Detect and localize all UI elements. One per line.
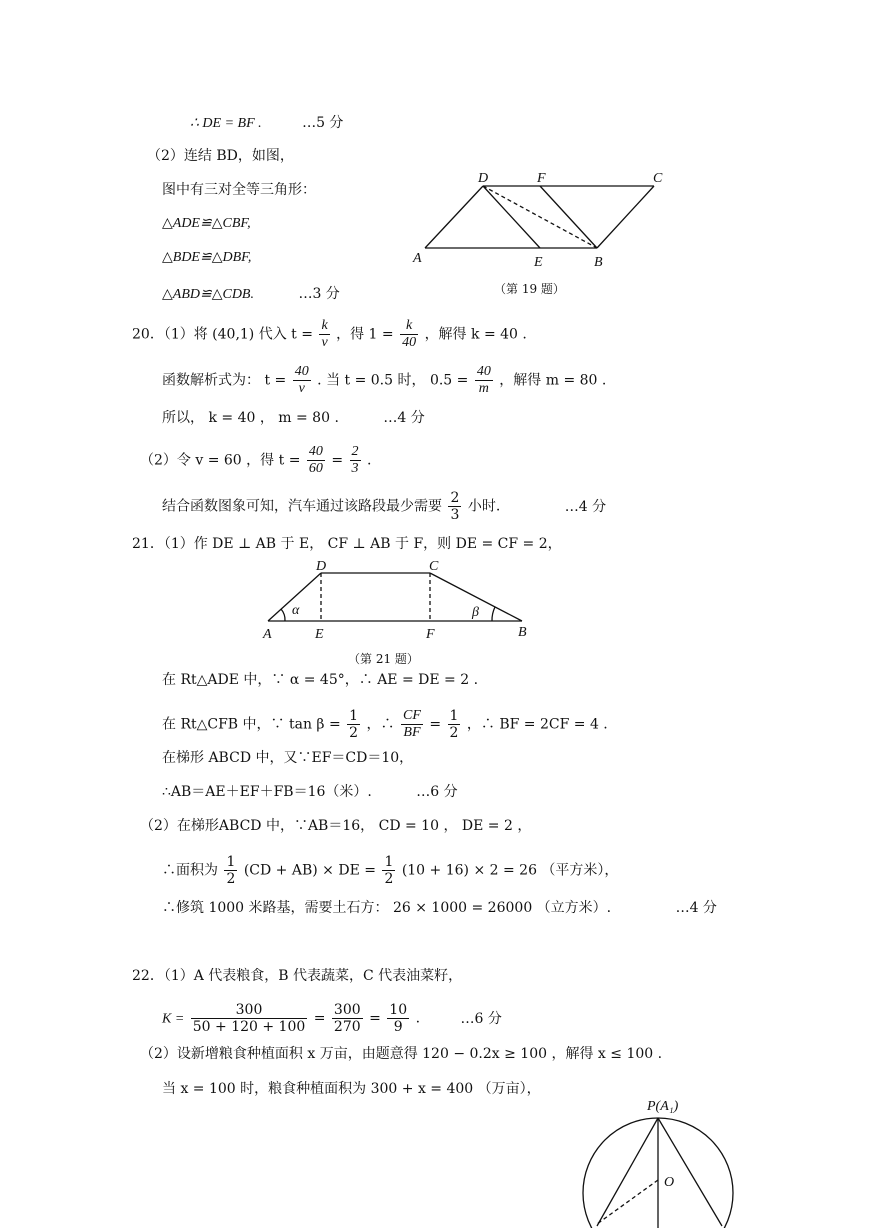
q19-figure-caption: （第 19 题）: [494, 282, 565, 296]
q21-line1: 21．（1）作 DE ⊥ AB 于 E， CF ⊥ AB 于 F，则 DE = CF = 2，: [132, 536, 562, 552]
q19-label-a: A: [413, 251, 422, 266]
q22-line4: 当 x = 100 时，粮食种植面积为 300 + x = 400 （万亩），: [162, 1081, 541, 1097]
q20-line4: （2）令 v = 60 ，得 t = $\frac{40}{60}$ = $\frac{2}{3}$ .: [140, 444, 372, 476]
q20-line3: 所以， k = 40 ， m = 80 . …4 分: [162, 410, 425, 426]
q19-part2: （2）连结 BD，如图，: [147, 148, 294, 164]
q19-pair3-score: …3 分: [298, 286, 340, 302]
q22-line2-score: …6 分: [460, 1010, 502, 1027]
q22-label-o: O: [664, 1175, 675, 1190]
q21-line4: 在梯形 ABCD 中，又∵EF＝CD＝10，: [162, 750, 414, 766]
q22-segment-dashed: [597, 1180, 658, 1224]
q21-line8: ∴修筑 1000 米路基，需要土石方： 26 × 1000 = 26000 （立方米）. …4 分: [162, 900, 717, 916]
q19-label-e: E: [534, 255, 543, 270]
q20-line3-score: …4 分: [383, 410, 425, 426]
q20-line1: 20．（1）将 (40,1) 代入 t = $\frac{k}{v}$ ，得 1 = $\frac{k}{40}$ ，解得 k = 40 .: [132, 318, 527, 350]
q19-pairs-intro: 图中有三对全等三角形：: [162, 182, 316, 198]
q19-pair1: △ADE≌△CBF,: [162, 216, 251, 231]
q21-label-beta: β: [472, 605, 479, 620]
q19-pair3: △ABD≌△CDB. …3 分: [162, 286, 340, 302]
q21-label-d: D: [316, 559, 327, 574]
q21-label-b: B: [518, 625, 527, 640]
q20-line5: 结合函数图象可知，汽车通过该路段最少需要 $\frac{2}{3}$ 小时. …4 分: [162, 490, 607, 523]
q21-figure-caption: （第 21 题）: [348, 652, 419, 666]
q21-line5-score: …6 分: [416, 784, 458, 800]
q22-segment-left: [597, 1118, 658, 1226]
q21-label-alpha: α: [292, 603, 300, 618]
q19-pair2: △BDE≌△DBF,: [162, 250, 252, 265]
q22-line3: （2）设新增粮食种植面积 x 万亩，由题意得 120 − 0.2x ≥ 100 ，解得 x ≤ 100 .: [140, 1046, 663, 1062]
q21-line3: 在 Rt△CFB 中，∵ tan β = $\frac{1}{2}$ ，∴ $\frac{CF}{BF}$ = $\frac{1}{2}$ ，∴ BF = 2CF = 4 .: [162, 708, 608, 741]
q21-label-e: E: [315, 627, 324, 642]
q21-line5: ∴AB＝AE＋EF＋FB＝16（米）. …6 分: [162, 784, 458, 800]
q22-line2: K = $\frac{300}{50 + 120 + 100}$ = $\frac{300}{270}$ = $\frac{10}{9}$ . …6 分: [162, 1002, 502, 1035]
q21-label-a: A: [263, 627, 272, 642]
q22-label-p: P(A₁): [647, 1099, 679, 1114]
q22-segment-right: [658, 1118, 722, 1226]
q22-line1: 22．（1）A 代表粮食，B 代表蔬菜，C 代表油菜籽，: [132, 968, 463, 984]
q19-conclusion: ∴ DE = BF . …5 分: [190, 115, 344, 131]
q20-line2: 函数解析式为： t = $\frac{40}{v}$ . 当 t = 0.5 时， 0.5 = $\frac{40}{m}$ ，解得 m = 80 .: [162, 364, 607, 396]
q21-line7: ∴面积为 $\frac{1}{2}$ (CD + AB) × DE = $\frac{1}{2}$ (10 + 16) × 2 = 26 （平方米），: [162, 854, 619, 887]
q21-line8-score: …4 分: [675, 900, 717, 916]
q21-label-f: F: [426, 627, 435, 642]
q19-label-c: C: [653, 171, 663, 186]
q19-label-f: F: [537, 171, 546, 186]
q19-conclusion-score: …5 分: [302, 115, 344, 131]
q20-line5-score: …4 分: [564, 498, 607, 515]
q19-label-b: B: [594, 255, 603, 270]
q19-label-d: D: [478, 171, 489, 186]
q21-label-c: C: [429, 559, 439, 574]
q21-line2: 在 Rt△ADE 中，∵ α = 45°，∴ AE = DE = 2 .: [162, 672, 479, 688]
q21-line6: （2）在梯形ABCD 中，∵AB＝16， CD = 10 ， DE = 2 ，: [140, 818, 532, 834]
